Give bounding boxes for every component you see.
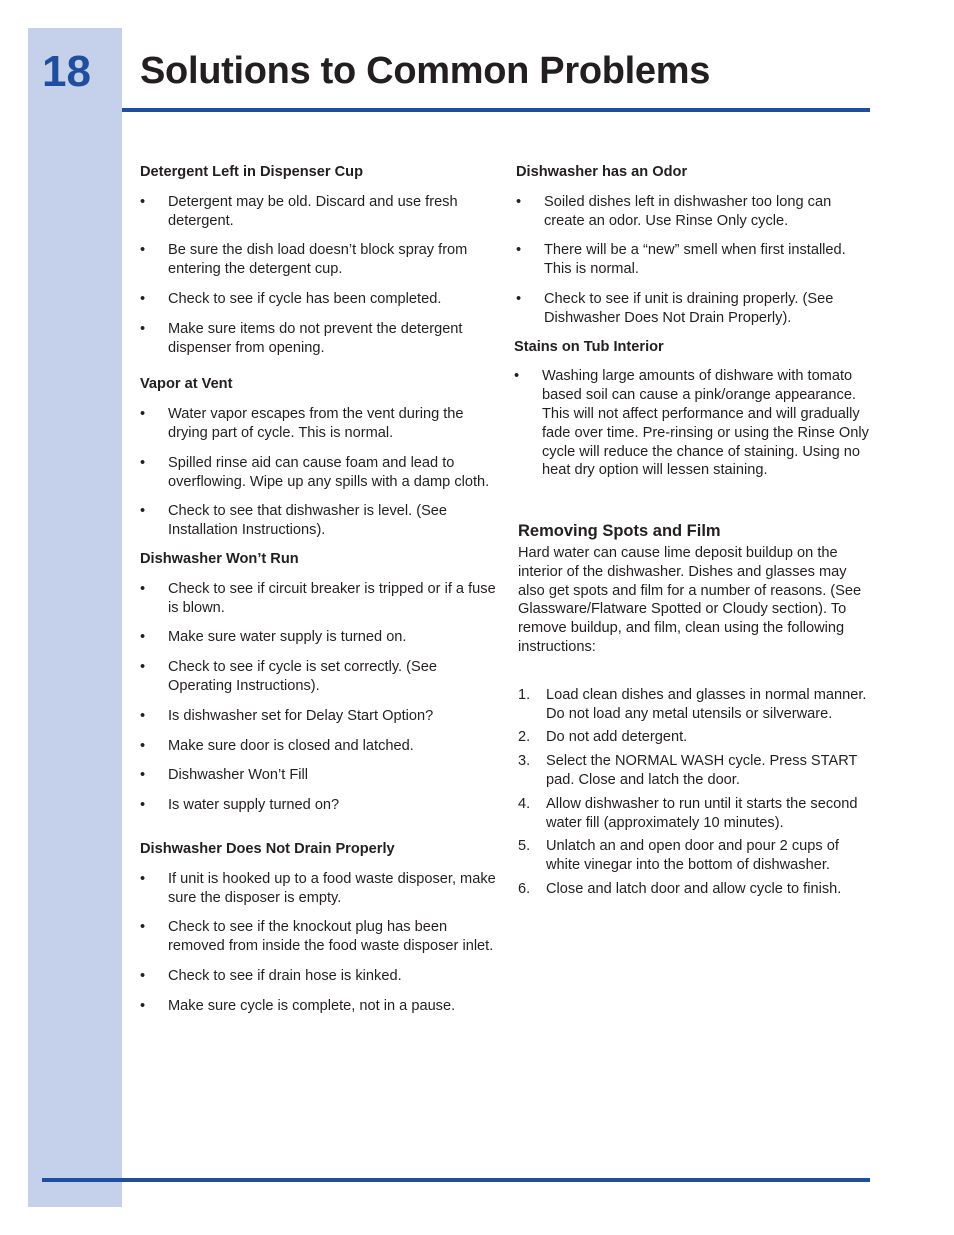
list-item: • There will be a “new” smell when first installed. This is normal. <box>516 242 846 278</box>
list-item: • Water vapor escapes from the vent during the drying part of cycle. This is normal. <box>140 406 464 441</box>
bullet-list-drain <box>140 870 500 1016</box>
steps-list <box>514 686 874 899</box>
bullet-list-vapor <box>140 405 500 540</box>
list-item: • Spilled rinse aid can cause foam and lead to overflowing. Wipe up any spills with a damp cloth. <box>140 454 490 490</box>
list-item: • Be sure the dish load doesn’t block spray from entering the detergent cup. <box>140 242 468 278</box>
section-heading-detergent: Detergent Left in Dispenser Cup <box>140 164 363 180</box>
subheading-removing-spots: Removing Spots and Film <box>518 522 721 541</box>
list-item: • Check to see if cycle is set correctly. (See Operating Instructions). <box>140 659 437 694</box>
list-item: • Check to see that dishwasher is level. (See Installation Instructions). <box>140 503 448 539</box>
list-item: 1. Load clean dishes and glasses in normal manner. Do not load any metal utensils or silverware. <box>518 686 867 722</box>
list-item: 4. Allow dishwasher to run until it starts the second water fill (approximately 10 minutes). <box>518 795 858 831</box>
section-heading-wont-run: Dishwasher Won’t Run <box>140 550 299 567</box>
spots-intro-paragraph: Hard water can cause lime deposit buildup on the interior of the dishwasher. Dishes and glasses may also get spots and film for a number of reasons. (See Glassware/Flatware Spotted or Cloudy section). To remove buildup, and film, clean using the following instructions: <box>518 544 862 655</box>
list-item: • Make sure items do not prevent the detergent dispenser from opening. <box>140 320 463 356</box>
list-item: • Make sure cycle is complete, not in a pause. <box>140 997 456 1014</box>
section-heading-stains: Stains on Tub Interior <box>514 338 664 355</box>
list-item: • Detergent may be old. Discard and use fresh detergent. <box>140 193 458 229</box>
list-item: • Dishwasher Won’t Fill <box>140 767 309 784</box>
list-item: 2. Do not add detergent. <box>518 729 688 746</box>
section-heading-drain: Dishwasher Does Not Drain Properly <box>140 840 395 857</box>
bullet-list-odor <box>514 193 874 328</box>
bullet-list-detergent <box>140 193 500 358</box>
list-item: • Is dishwasher set for Delay Start Option? <box>140 707 434 724</box>
bullet-list-stains <box>514 367 874 480</box>
list-item: • If unit is hooked up to a food waste disposer, make sure the disposer is empty. <box>140 870 496 906</box>
list-item: • Check to see if circuit breaker is tripped or if a fuse is blown. <box>140 580 496 616</box>
list-item: 5. Unlatch an and open door and pour 2 cups of white vinegar into the bottom of dishwasher. <box>518 838 839 874</box>
right-column <box>514 163 874 899</box>
bullet-list-wont-run <box>140 580 500 815</box>
list-item: • Washing large amounts of dishware with tomato based soil can cause a pink/orange appearance. This will not affect performance and will gradually fade over time. Pre-rinsing or using the Rinse Only cycle will reduce the chance of staining. Using no heat dry option will lessen staining. <box>514 368 869 479</box>
page-title: Solutions to Common Problems <box>140 50 711 92</box>
list-item: • Check to see if drain hose is kinked. <box>140 967 402 984</box>
list-item: • Check to see if unit is draining properly. (See Dishwasher Does Not Drain Properly). <box>516 290 834 326</box>
section-heading-vapor: Vapor at Vent <box>140 376 233 393</box>
list-item: 6. Close and latch door and allow cycle to finish. <box>518 880 842 897</box>
list-item: • Check to see if the knockout plug has been removed from inside the food waste disposer inlet. <box>140 919 494 955</box>
list-item: • Soiled dishes left in dishwasher too long can create an odor. Use Rinse Only cycle. <box>516 193 832 229</box>
left-column <box>140 163 500 1016</box>
footer-rule <box>42 1178 870 1182</box>
list-item: • Is water supply turned on? <box>140 797 340 814</box>
list-item: 3. Select the NORMAL WASH cycle. Press START pad. Close and latch the door. <box>518 753 858 788</box>
list-item: • Make sure door is closed and latched. <box>140 737 414 754</box>
list-item: • Make sure water supply is turned on. <box>140 629 407 646</box>
page-number: 18 <box>42 47 91 96</box>
header-rule <box>122 108 870 112</box>
sidebar-band <box>28 28 122 1207</box>
section-heading-odor: Dishwasher has an Odor <box>516 164 688 180</box>
list-item: • Check to see if cycle has been completed. <box>140 290 442 307</box>
